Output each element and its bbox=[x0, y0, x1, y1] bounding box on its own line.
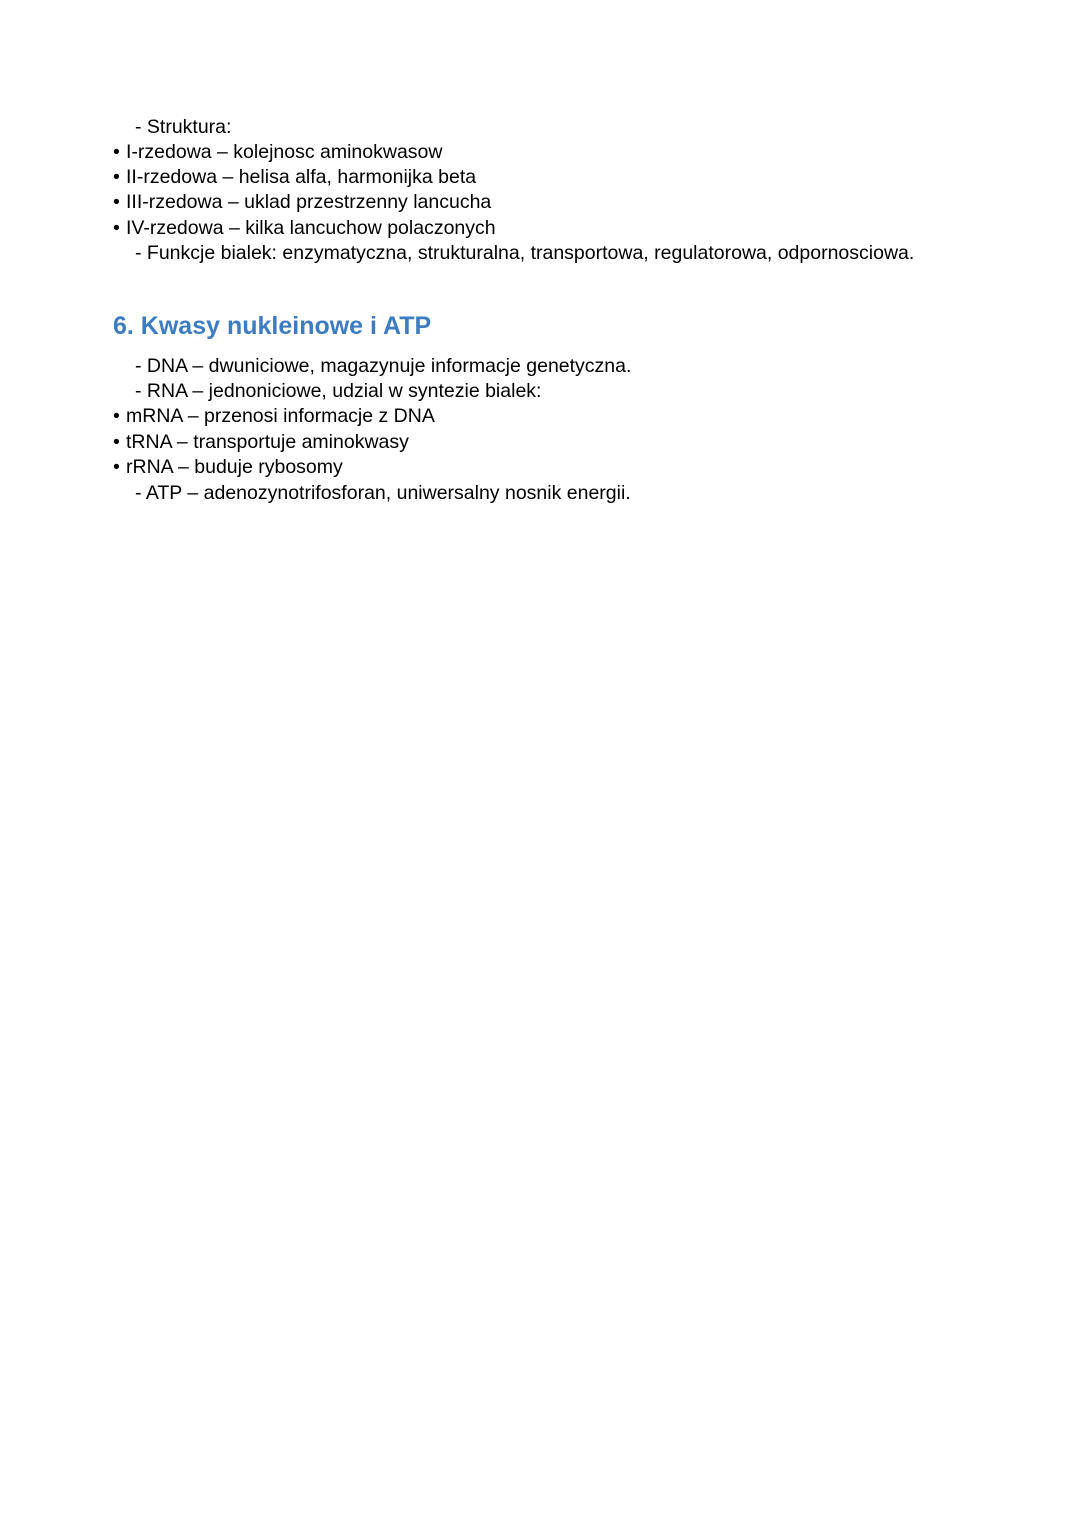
section-heading: 6. Kwasy nukleinowe i ATP bbox=[113, 312, 432, 340]
list-item bbox=[113, 404, 435, 428]
bullet-icon: • bbox=[113, 166, 120, 188]
list-item-text: II-rzedowa – helisa alfa, harmonijka beta bbox=[126, 166, 477, 188]
list-item bbox=[113, 165, 476, 189]
dna-text: - DNA – dwuniciowe, magazynuje informacje genetyczna. bbox=[135, 355, 632, 377]
list-item-text: mRNA – przenosi informacje z DNA bbox=[126, 405, 435, 427]
structure-label: - Struktura: bbox=[135, 116, 232, 138]
bullet-icon: • bbox=[113, 431, 120, 453]
list-item bbox=[113, 190, 491, 214]
atp-text: - ATP – adenozynotrifosforan, uniwersalny nosnik energii. bbox=[135, 482, 631, 504]
list-item-text: tRNA – transportuje aminokwasy bbox=[126, 431, 409, 453]
list-item bbox=[113, 455, 343, 479]
bullet-icon: • bbox=[113, 405, 120, 427]
protein-functions-text: - Funkcje bialek: enzymatyczna, strukturalna, transportowa, regulatorowa, odpornosciowa. bbox=[135, 242, 915, 264]
bullet-icon: • bbox=[113, 456, 120, 478]
bullet-icon: • bbox=[113, 217, 120, 239]
list-item-text: I-rzedowa – kolejnosc aminokwasow bbox=[126, 141, 443, 163]
bullet-icon: • bbox=[113, 191, 120, 213]
list-item bbox=[113, 216, 496, 240]
rna-text: - RNA – jednoniciowe, udzial w syntezie bialek: bbox=[135, 380, 542, 402]
list-item-text: IV-rzedowa – kilka lancuchow polaczonych bbox=[126, 217, 496, 239]
list-item bbox=[113, 140, 442, 164]
list-item bbox=[113, 430, 409, 454]
list-item-text: rRNA – buduje rybosomy bbox=[126, 456, 343, 478]
bullet-icon: • bbox=[113, 141, 120, 163]
list-item-text: III-rzedowa – uklad przestrzenny lancucha bbox=[126, 191, 492, 213]
